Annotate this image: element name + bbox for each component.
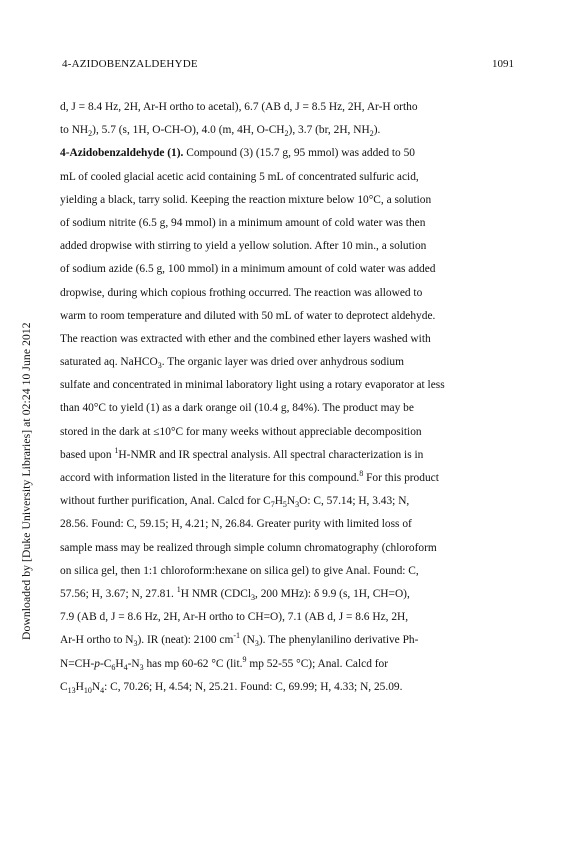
text-line (60, 96, 520, 119)
text-line (60, 189, 520, 212)
subscript: 6 (111, 662, 116, 672)
text-run: without further purification, Anal. Calcd for C (60, 495, 271, 508)
text-run: Compound (3) (15.7 g, 95 mmol) was added to 50 (183, 147, 415, 160)
text-run: Ar-H ortho to N (60, 634, 134, 647)
text-run: , 200 MHz): δ 9.9 (s, 1H, CH=O), (255, 587, 410, 600)
text-line (60, 142, 520, 165)
running-title: 4-AZIDOBENZALDEHYDE (62, 58, 198, 70)
text-line (60, 490, 520, 513)
text-run: 7.9 (AB d, J = 8.6 Hz, 2H, Ar-H ortho to CH=O), 7.1 (AB d, J = 8.6 Hz, 2H, (60, 611, 409, 624)
text-line (60, 351, 520, 374)
text-run: H (274, 495, 283, 508)
superscript: 1 (176, 584, 181, 594)
text-run: -N (127, 657, 140, 670)
text-run: C (60, 680, 68, 693)
text-run: : C, 70.26; H, 4.54; N, 25.21. Found: C, 69.99; H, 4.33; N, 25.09. (104, 680, 403, 693)
text-line (60, 583, 520, 606)
text-run: The reaction was extracted with ether and the combined ether layers washed with (60, 332, 431, 345)
text-run: H NMR (CDCl (180, 587, 252, 600)
text-line (60, 421, 520, 444)
text-run: warm to room temperature and diluted with 50 mL of water to deprotect aldehyde. (60, 309, 436, 322)
subscript: 5 (282, 500, 287, 510)
text-line (60, 676, 520, 699)
text-run: d, J = 8.4 Hz, 2H, Ar-H ortho to acetal), 6.7 (AB d, J = 8.5 Hz, 2H, Ar-H ortho (60, 101, 418, 113)
subscript: 3 (133, 639, 138, 649)
download-watermark: Downloaded by [Duke University Libraries] at 02:24 10 June 2012 (20, 322, 33, 640)
superscript: -1 (233, 631, 240, 641)
text-line (60, 560, 520, 583)
text-run: H (75, 680, 84, 693)
text-run: yielding a black, tarry solid. Keeping the reaction mixture below 10°C, a solution (60, 193, 432, 206)
subscript: 3 (157, 361, 162, 371)
text-run: stored in the dark at ≤10°C for many weeks without appreciable decomposition (60, 425, 422, 438)
text-run: ). The phenylanilino derivative Ph- (258, 634, 419, 647)
text-run: H (115, 657, 124, 670)
text-line (60, 653, 520, 676)
text-line (60, 374, 520, 397)
superscript: 8 (359, 469, 364, 478)
text-run: sample mass may be realized through simple column chromatography (chloroform (60, 541, 437, 554)
text-run: H-NMR and IR spectral analysis. All spectral characterization is in (118, 448, 424, 461)
subscript: 4 (123, 662, 128, 672)
text-run: of sodium azide (6.5 g, 100 mmol) in a minimum amount of cold water was added (60, 263, 436, 276)
text-run: N=CH- (60, 657, 95, 670)
text-run: than 40°C to yield (1) as a dark orange oil (10.4 g, 84%). The product may be (60, 402, 414, 415)
text-run: ), 3.7 (br, 2H, NH (288, 124, 370, 137)
text-run: N (91, 680, 101, 693)
text-line (60, 328, 520, 351)
superscript: 9 (242, 654, 247, 664)
text-line (60, 537, 520, 560)
text-line (60, 305, 520, 328)
text-line (60, 513, 520, 536)
text-run: added dropwise with stirring to yield a yellow solution. After 10 min., a solution (60, 240, 427, 253)
text-run: saturated aq. NaHCO (60, 356, 158, 369)
text-run: dropwise, during which copious frothing occurred. The reaction was allowed to (60, 286, 423, 299)
text-run: ), 5.7 (s, 1H, O-CH-O), 4.0 (m, 4H, O-CH (92, 124, 285, 137)
text-run: -C (99, 657, 112, 670)
section-heading: 4-Azidobenzaldehyde (1). (60, 147, 184, 160)
subscript: 2 (88, 129, 93, 139)
subscript: 7 (270, 500, 275, 510)
subscript: 3 (139, 662, 144, 672)
text-run: . The organic layer was dried over anhydrous sodium (161, 356, 404, 369)
superscript: 1 (114, 445, 119, 455)
text-run: mp 52-55 °C); Anal. Calcd for (246, 657, 389, 670)
text-line (60, 258, 520, 281)
text-run: 28.56. Found: C, 59.15; H, 4.21; N, 26.84. Greater purity with limited loss of (60, 518, 412, 531)
text-run: mL of cooled glacial acetic acid containing 5 mL of concentrated sulfuric acid, (60, 170, 419, 183)
subscript: 2 (369, 129, 374, 139)
text-line (60, 166, 520, 189)
subscript: 10 (83, 685, 92, 695)
text-line (60, 119, 520, 142)
text-line (60, 606, 520, 629)
text-line (60, 282, 520, 305)
text-line (60, 444, 520, 467)
subscript: 13 (67, 685, 76, 695)
text-run: has mp 60-62 °C (lit. (143, 657, 243, 670)
text-run: accord with information listed in the literature for this compound. (60, 472, 360, 484)
text-line (60, 467, 520, 490)
article-body (60, 96, 520, 699)
text-run: O: C, 57.14; H, 3.43; N, (299, 495, 410, 508)
text-run: N (286, 495, 296, 508)
italic-text: p (94, 657, 100, 670)
subscript: 2 (284, 129, 289, 139)
subscript: 3 (251, 592, 256, 602)
text-line (60, 629, 520, 652)
text-run: sulfate and concentrated in minimal laboratory light using a rotary evaporator at less (60, 379, 445, 392)
text-line (60, 235, 520, 258)
subscript: 4 (100, 685, 105, 695)
running-header (62, 58, 514, 74)
text-run: ). IR (neat): 2100 cm (137, 634, 234, 647)
text-run: on silica gel, then 1:1 chloroform:hexane on silica gel) to give Anal. Found: C, (60, 564, 419, 577)
text-run: of sodium nitrite (6.5 g, 94 mmol) in a minimum amount of cold water was then (60, 216, 426, 229)
text-run: For this product (363, 472, 439, 484)
subscript: 3 (295, 500, 300, 510)
text-line (60, 397, 520, 420)
text-run: (N (240, 634, 255, 647)
text-run: based upon (60, 448, 115, 461)
text-run: 57.56; H, 3.67; N, 27.81. (60, 587, 177, 600)
page-number: 1091 (492, 58, 514, 70)
text-run: ). (373, 124, 381, 137)
text-line (60, 212, 520, 235)
subscript: 3 (254, 639, 259, 649)
text-run: to NH (60, 124, 89, 137)
